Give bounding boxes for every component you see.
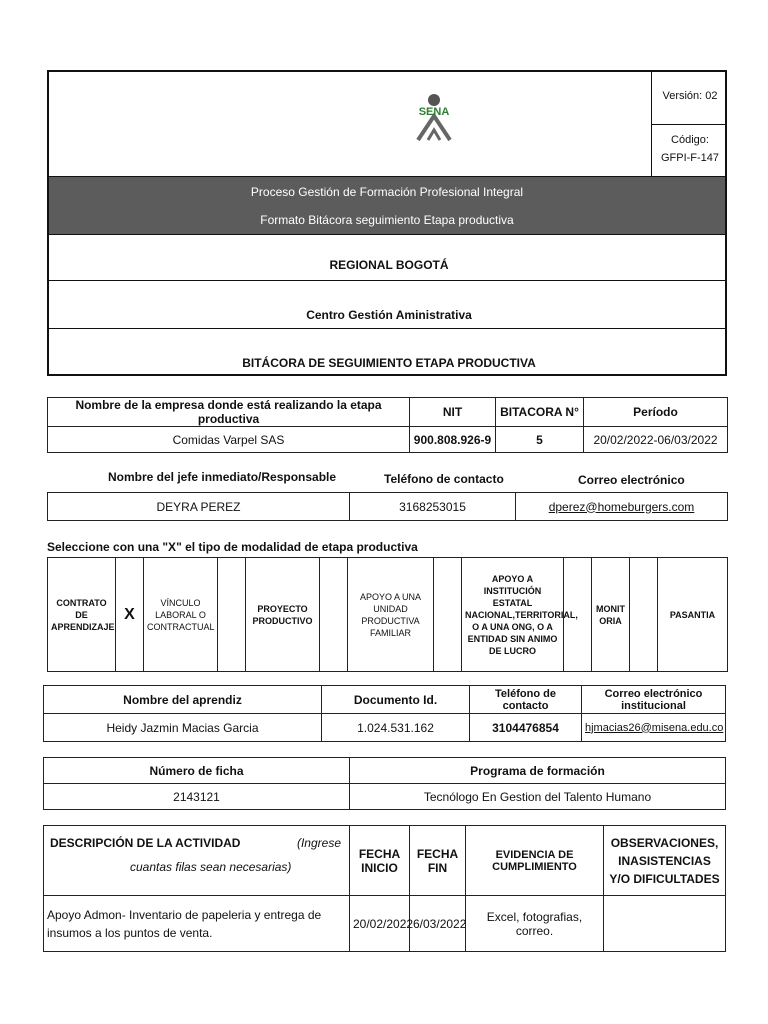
codigo-value: GFPI-F-147 (660, 152, 720, 164)
modalidad-contrato-aprendizaje: CONTRATO DE APRENDIZAJE (48, 558, 116, 672)
jefe-header-nombre: Nombre del jefe inmediato/Responsable (108, 470, 337, 484)
aprendiz-telefono: 3104476854 (470, 714, 582, 742)
table-row (44, 896, 726, 952)
bitacora-number: 5 (496, 427, 584, 453)
actividad-fecha-fin: 6/03/2022 (410, 896, 466, 952)
ficha-header-numero: Número de ficha (44, 758, 350, 784)
jefe-correo: dperez@homeburgers.com (516, 493, 728, 521)
modalidad-pasantia: PASANTIA (658, 558, 728, 672)
aprendiz-header-nombre: Nombre del aprendiz (44, 686, 322, 714)
form-header (47, 70, 727, 376)
modalidad-monitoria-mark (630, 558, 658, 672)
periodo-value: 20/02/2022-06/03/2022 (584, 427, 728, 453)
regional-label: REGIONAL BOGOTÁ (329, 258, 449, 272)
empresa-header-periodo: Período (584, 398, 728, 427)
aprendiz-header-documento: Documento Id. (322, 686, 470, 714)
jefe-header-telefono: Teléfono de contacto (384, 472, 504, 486)
jefe-telefono: 3168253015 (350, 493, 516, 521)
empresa-header-bitacora: BITACORA N° (496, 398, 584, 427)
modalidad-proyecto-mark (320, 558, 348, 672)
version-label: Versión: 02 (662, 90, 718, 102)
empresa-nombre: Comidas Varpel SAS (48, 427, 410, 453)
empresa-nit: 900.808.926-9 (410, 427, 496, 453)
modalidad-vinculo-laboral: VÍNCULO LABORAL O CONTRACTUAL (144, 558, 218, 672)
ficha-table (43, 757, 726, 810)
jefe-nombre: DEYRA PEREZ (48, 493, 350, 521)
modalidad-proyecto-productivo: PROYECTO PRODUCTIVO (246, 558, 320, 672)
ficha-numero: 2143121 (44, 784, 350, 810)
format-title: Formato Bitácora seguimiento Etapa productiva (260, 213, 514, 227)
ficha-programa: Tecnólogo En Gestion del Talento Humano (350, 784, 726, 810)
actividad-fecha-inicio: 20/02/2022 (350, 896, 410, 952)
empresa-header-nit: NIT (410, 398, 496, 427)
aprendiz-header-correo: Correo electrónico institucional (582, 686, 726, 714)
descripcion-note-2: cuantas filas sean necesarias) (130, 860, 292, 874)
evidencia-header: EVIDENCIA DE CUMPLIMIENTO (466, 826, 604, 896)
modalidad-monitoria: MONITORIA (592, 558, 630, 672)
empresa-header-nombre: Nombre de la empresa donde está realizando la etapa productiva (48, 398, 410, 427)
descripcion-title: DESCRIPCIÓN DE LA ACTIVIDAD (50, 836, 241, 850)
actividad-evidencia: Excel, fotografias, correo. (466, 896, 604, 952)
aprendiz-correo: hjmacias26@misena.edu.co (582, 714, 726, 742)
modalidad-title: Seleccione con una "X" el tipo de modalidad de etapa productiva (47, 540, 418, 554)
actividad-descripcion-header (44, 826, 350, 896)
observaciones-header: OBSERVACIONES, INASISTENCIAS Y/O DIFICULTADES (604, 826, 726, 896)
modalidad-vinculo-mark (218, 558, 246, 672)
aprendiz-nombre: Heidy Jazmin Macias Garcia (44, 714, 322, 742)
process-band (49, 176, 725, 234)
bitacora-title: BITÁCORA DE SEGUIMIENTO ETAPA PRODUCTIVA (242, 356, 536, 370)
modalidad-contrato-mark: X (116, 558, 144, 672)
empresa-table (47, 397, 728, 453)
logo-text: SENA (418, 106, 450, 118)
fecha-inicio-header: FECHA INICIO (350, 826, 410, 896)
modalidad-table (47, 557, 728, 672)
modalidad-apoyo-institucion: APOYO A INSTITUCIÓN ESTATAL NACIONAL,TERRITORIAL, O A UNA ONG, O A ENTIDAD SIN ANIMO DE LUCRO (462, 558, 564, 672)
centro-label: Centro Gestión Aministrativa (306, 308, 472, 322)
descripcion-note-1: (Ingrese (296, 836, 341, 850)
jefe-table (47, 492, 728, 521)
jefe-header-correo: Correo electrónico (578, 473, 685, 487)
actividades-table (43, 825, 726, 952)
codigo-label: Código: (671, 134, 709, 146)
aprendiz-header-telefono: Teléfono de contacto (470, 686, 582, 714)
process-title: Proceso Gestión de Formación Profesional Integral (250, 185, 524, 199)
actividad-observaciones (604, 896, 726, 952)
aprendiz-table (43, 685, 726, 742)
sena-logo (404, 92, 464, 162)
sena-logo-icon (404, 92, 464, 162)
actividad-descripcion: Apoyo Admon- Inventario de papeleria y entrega de insumos a los puntos de venta. (44, 896, 350, 952)
fecha-fin-header: FECHA FIN (410, 826, 466, 896)
modalidad-apoyo-familiar-mark (434, 558, 462, 672)
modalidad-apoyo-familiar: APOYO A UNA UNIDAD PRODUCTIVA FAMILIAR (348, 558, 434, 672)
aprendiz-documento: 1.024.531.162 (322, 714, 470, 742)
ficha-header-programa: Programa de formación (350, 758, 726, 784)
